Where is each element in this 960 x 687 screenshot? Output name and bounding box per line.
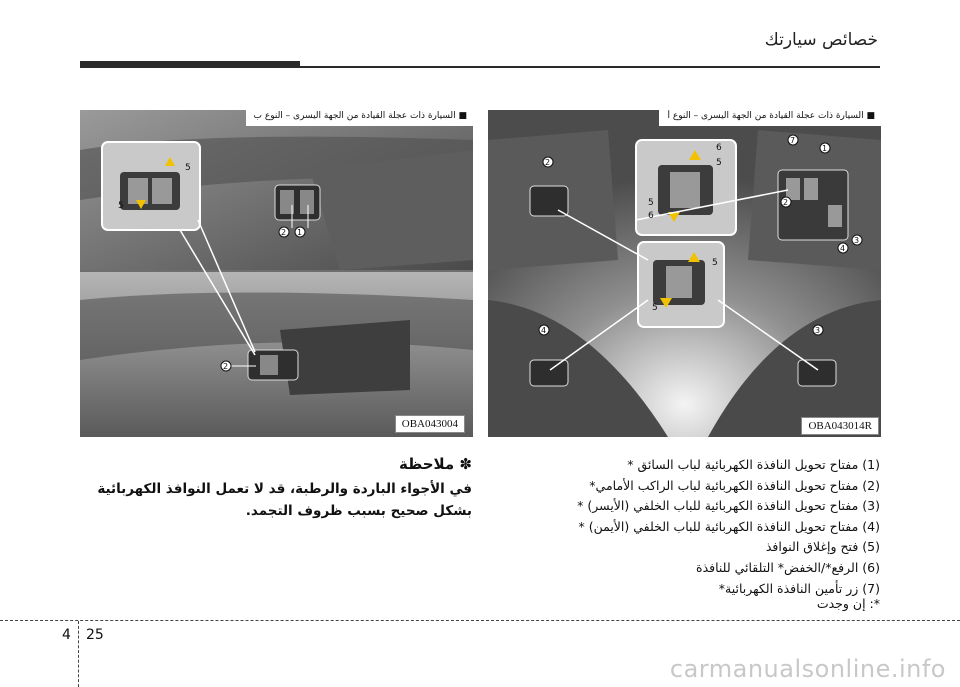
- callout-1: 1: [822, 144, 828, 153]
- list-item: (2) مفتاح تحويل النافذة الكهربائية لباب الراكب الأمامي*: [589, 477, 880, 493]
- page-number: 25: [86, 627, 104, 643]
- list-item: (4) مفتاح تحويل النافذة الكهربائية للباب الخلفي (الأيمن) *: [578, 518, 880, 534]
- callout-4: 4: [541, 326, 547, 335]
- figure-caption: ■ السيارة ذات عجلة القيادة من الجهة اليسرى – النوع أ: [659, 110, 881, 126]
- callout-1: 1: [297, 228, 303, 237]
- callout-5: 5: [185, 163, 191, 173]
- note-title: ✽ ملاحظة: [399, 455, 472, 473]
- list-item: (7) زر تأمين النافذة الكهربائية*: [718, 580, 880, 596]
- figure-type-b-illustration: [80, 110, 473, 437]
- callout-6: 6: [716, 143, 722, 153]
- list-item: (3) مفتاح تحويل النافذة الكهربائية للباب الخلفي (الأيسر) *: [577, 498, 880, 514]
- watermark: carmanualsonline.info: [669, 655, 946, 683]
- figure-type-a: [488, 110, 881, 437]
- footer-divider: [78, 621, 79, 687]
- callout-3: 3: [815, 326, 821, 335]
- callout-5: 5: [716, 158, 722, 168]
- header-rule: [80, 66, 880, 68]
- callout-3: 3: [854, 236, 860, 245]
- list-item: (5) فتح وإغلاق النوافذ: [765, 539, 880, 555]
- callout-5: 5: [118, 201, 124, 211]
- list-item: (1) مفتاح تحويل النافذة الكهربائية لباب السائق *: [627, 457, 880, 472]
- header-title: خصائص سيارتك: [764, 30, 878, 50]
- callout-5: 5: [652, 303, 658, 313]
- callout-2: 2: [281, 228, 287, 237]
- figure-type-b: [80, 110, 473, 437]
- callout-2: 2: [545, 158, 551, 167]
- legend-list: [490, 455, 880, 599]
- callout-5: 5: [648, 198, 654, 208]
- callout-2: 2: [783, 198, 789, 207]
- list-item: (6) الرفع*/الخفض* التلقائي للنافذة: [696, 559, 880, 575]
- callout-5: 5: [712, 258, 718, 268]
- callout-2: 2: [223, 362, 229, 371]
- chapter-number: 4: [62, 627, 71, 643]
- callout-7: 7: [790, 136, 796, 145]
- figure-caption: ■ السيارة ذات عجلة القيادة من الجهة اليسرى – النوع ب: [246, 110, 474, 126]
- footer-rule: [0, 620, 960, 621]
- callout-4: 4: [840, 244, 846, 253]
- legend-footnote: *: إن وجدت: [816, 596, 880, 611]
- figure-code: OBA043014R: [801, 417, 879, 435]
- note-text: في الأجواء الباردة والرطبة، قد لا تعمل النوافذ الكهربائية بشكل صحيح بسبب ظروف التجمد.: [97, 481, 472, 519]
- callout-6: 6: [648, 211, 654, 221]
- figure-code: OBA043004: [395, 415, 465, 433]
- figure-type-a-illustration: [488, 110, 881, 437]
